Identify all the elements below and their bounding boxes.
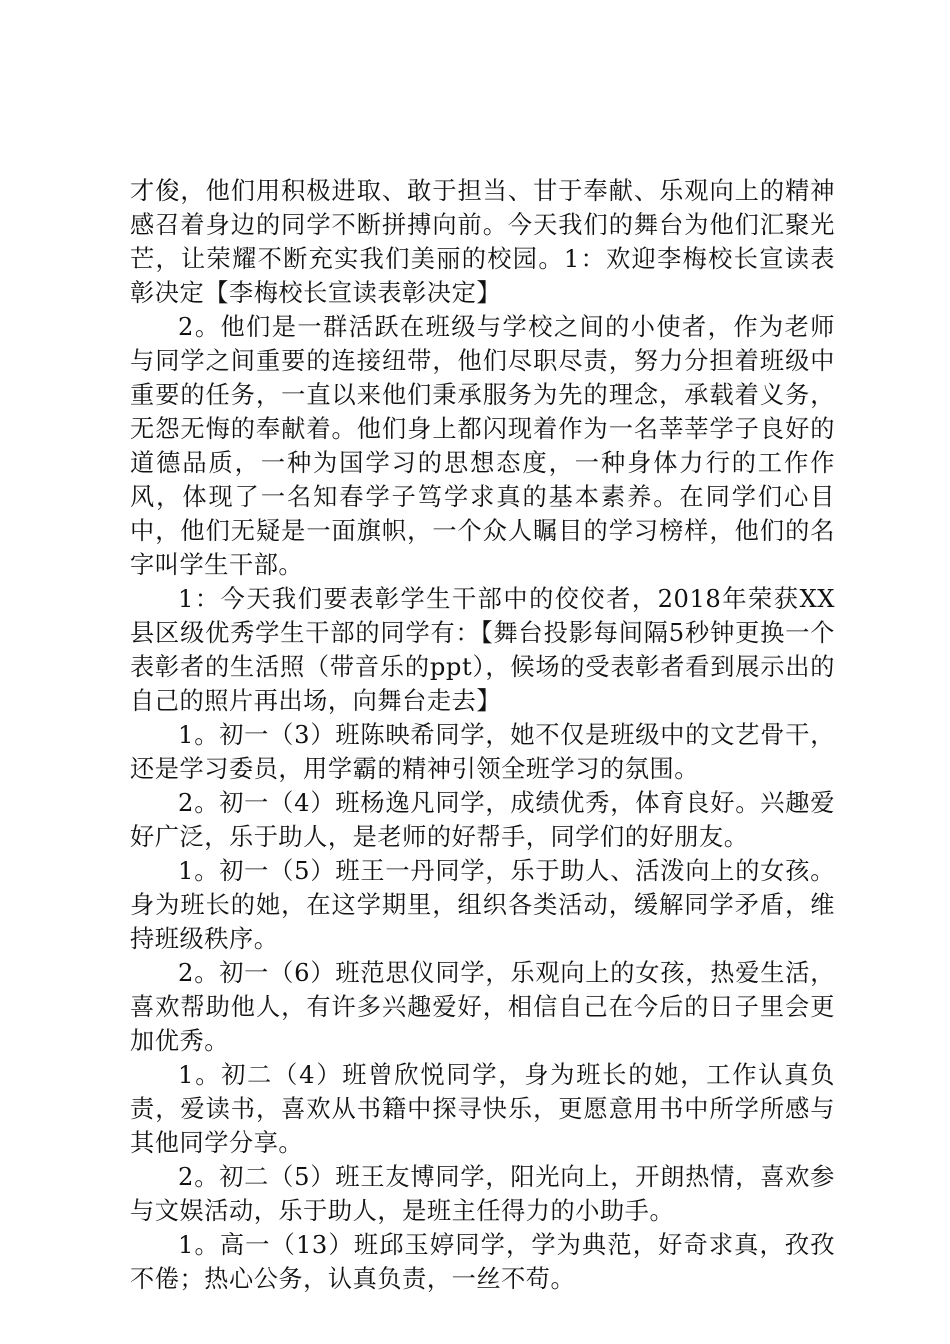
paragraph-1: 才俊，他们用积极进取、敢于担当、甘于奉献、乐观向上的精神感召着身边的同学不断拼搏向前。今天我们的舞台为他们汇聚光芒，让荣耀不断充实我们美丽的校园。1：欢迎李梅校长宣读表彰决定【李梅校长宣读表彰决定】 <box>130 177 835 307</box>
paragraph-7: 2。初一（6）班范思仪同学，乐观向上的女孩，热爱生活，喜欢帮助他人，有许多兴趣爱好，相信自己在今后的日子里会更加优秀。 <box>130 959 835 1055</box>
paragraph-10: 1。高一（13）班邱玉婷同学，学为典范，好奇求真，孜孜不倦；热心公务，认真负责，一丝不苟。 <box>130 1231 835 1293</box>
paragraph-4: 1。初一（3）班陈映希同学，她不仅是班级中的文艺骨干，还是学习委员，用学霸的精神引领全班学习的氛围。 <box>130 721 835 783</box>
paragraph-9: 2。初二（5）班王友博同学，阳光向上，开朗热情，喜欢参与文娱活动，乐于助人，是班主任得力的小助手。 <box>130 1163 835 1225</box>
paragraph-8: 1。初二（4）班曾欣悦同学，身为班长的她，工作认真负责，爱读书，喜欢从书籍中探寻快乐，更愿意用书中所学所感与其他同学分享。 <box>130 1061 835 1157</box>
paragraph-3: 1：今天我们要表彰学生干部中的佼佼者，2018年荣获XX县区级优秀学生干部的同学有：【舞台投影每间隔5秒钟更换一个表彰者的生活照（带音乐的ppt），候场的受表彰者看到展示出的自己的照片再出场，向舞台走去】 <box>130 585 835 715</box>
paragraph-2: 2。他们是一群活跃在班级与学校之间的小使者，作为老师与同学之间重要的连接纽带，他们尽职尽责，努力分担着班级中重要的任务，一直以来他们秉承服务为先的理念，承载着义务，无怨无悔的奉献着。他们身上都闪现着作为一名莘莘学子良好的道德品质，一种为国学习的思想态度，一种身体力行的工作作风，体现了一名知春学子笃学求真的基本素养。在同学们心目中，他们无疑是一面旗帜，一个众人瞩目的学习榜样，他们的名字叫学生干部。 <box>130 313 835 579</box>
document-body <box>130 174 835 1296</box>
paragraph-6: 1。初一（5）班王一丹同学，乐于助人、活泼向上的女孩。身为班长的她，在这学期里，组织各类活动，缓解同学矛盾，维持班级秩序。 <box>130 857 835 953</box>
paragraph-5: 2。初一（4）班杨逸凡同学，成绩优秀，体育良好。兴趣爱好广泛，乐于助人，是老师的好帮手，同学们的好朋友。 <box>130 789 835 851</box>
